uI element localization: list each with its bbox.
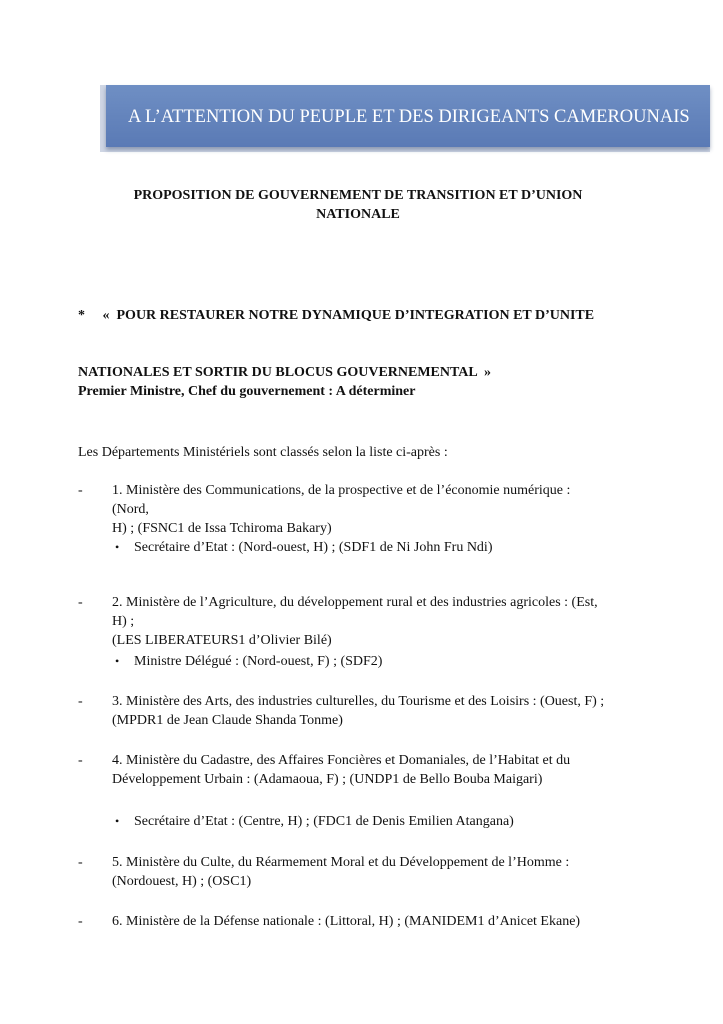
ministry-item-2 bbox=[112, 593, 637, 650]
ministry-item-1 bbox=[112, 481, 637, 538]
banner-box bbox=[106, 85, 710, 147]
list-dash: - bbox=[78, 483, 83, 498]
ministry-1-line-3: H) ; (FSNC1 de Issa Tchiroma Bakary) bbox=[112, 521, 332, 536]
ministry-item-4 bbox=[112, 751, 637, 789]
ministry-4-line-2: Développement Urbain : (Adamaoua, F) ; (UNDP1 de Bello Bouba Maigari) bbox=[112, 772, 543, 787]
ministry-2-line-1: 2. Ministère de l’Agriculture, du développement rural et des industries agricoles : (Est, bbox=[112, 595, 598, 610]
ministry-3-line-1: 3. Ministère des Arts, des industries culturelles, du Tourisme et des Loisirs : (Ouest, F) ; bbox=[112, 694, 605, 709]
bullet-icon: • bbox=[115, 540, 120, 554]
prime-minister-line: Premier Ministre, Chef du gouvernement : A déterminer bbox=[78, 384, 416, 399]
list-dash: - bbox=[78, 914, 83, 929]
slogan-line-1: * « POUR RESTAURER NOTRE DYNAMIQUE D’INTEGRATION ET D’UNITE bbox=[78, 308, 595, 323]
list-dash: - bbox=[78, 855, 83, 870]
ministry-1-sub: Secrétaire d’Etat : (Nord-ouest, H) ; (SDF1 de Ni John Fru Ndi) bbox=[134, 540, 493, 555]
slogan-line-2: NATIONALES ET SORTIR DU BLOCUS GOUVERNEMENTAL » bbox=[78, 365, 491, 380]
banner-title: A L’ATTENTION DU PEUPLE ET DES DIRIGEANTS CAMEROUNAIS bbox=[128, 107, 690, 127]
ministry-3-line-2: (MPDR1 de Jean Claude Shanda Tonme) bbox=[112, 713, 343, 728]
title-banner bbox=[100, 85, 710, 152]
ministry-2-line-2: H) ; bbox=[112, 614, 135, 629]
ministry-5-line-1: 5. Ministère du Culte, du Réarmement Moral et du Développement de l’Homme : bbox=[112, 855, 570, 870]
ministry-item-3 bbox=[112, 692, 637, 730]
ministry-4-sub: Secrétaire d’Etat : (Centre, H) ; (FDC1 de Denis Emilien Atangana) bbox=[134, 814, 514, 829]
list-dash: - bbox=[78, 694, 83, 709]
ministry-1-line-2: (Nord, bbox=[112, 502, 149, 517]
heading-line-1: PROPOSITION DE GOUVERNEMENT DE TRANSITION ET D’UNION bbox=[133, 188, 583, 203]
list-dash: - bbox=[78, 595, 83, 610]
list-dash: - bbox=[78, 753, 83, 768]
ministry-4-line-1: 4. Ministère du Cadastre, des Affaires Foncières et Domaniales, de l’Habitat et du bbox=[112, 753, 571, 768]
ministry-2-sub: Ministre Délégué : (Nord-ouest, F) ; (SDF2) bbox=[134, 654, 383, 669]
ministry-2-line-3: (LES LIBERATEURS1 d’Olivier Bilé) bbox=[112, 633, 332, 648]
ministry-5-line-2: (Nordouest, H) ; (OSC1) bbox=[112, 874, 252, 889]
ministry-1-line-1: 1. Ministère des Communications, de la prospective et de l’économie numérique : bbox=[112, 483, 571, 498]
ministry-item-5 bbox=[112, 853, 637, 891]
intro-text: Les Départements Ministériels sont classés selon la liste ci-après : bbox=[78, 445, 448, 460]
heading-line-2: NATIONALE bbox=[316, 207, 400, 222]
ministry-6-line-1: 6. Ministère de la Défense nationale : (Littoral, H) ; (MANIDEM1 d’Anicet Ekane) bbox=[112, 914, 581, 929]
document-heading bbox=[78, 186, 638, 224]
bullet-icon: • bbox=[115, 814, 120, 828]
bullet-icon: • bbox=[115, 654, 120, 668]
